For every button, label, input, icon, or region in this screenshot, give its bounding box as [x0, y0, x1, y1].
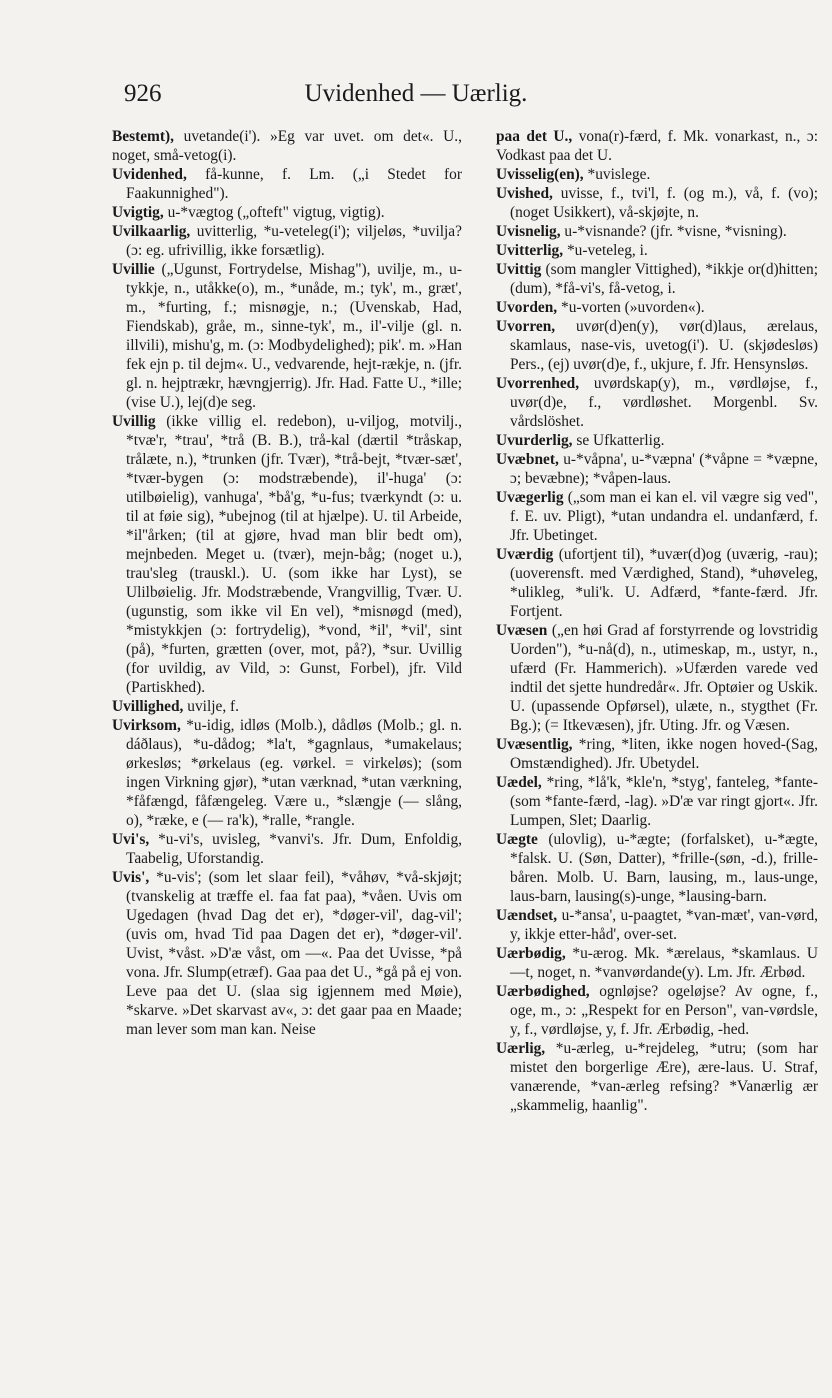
dictionary-entry [496, 241, 818, 260]
entry-headword: Uvorrenhed, [496, 375, 580, 392]
dictionary-entry [496, 735, 818, 773]
entry-headword: Uvished, [496, 185, 553, 202]
entry-headword: Uvigtig, [112, 204, 164, 221]
entry-headword: Uædel, [496, 774, 542, 791]
dictionary-entry [112, 697, 462, 716]
entry-definition: vona(r)-færd, f. Mk. vonarkast, n., ɔ: Vodkast paa det U. [496, 128, 818, 164]
entry-definition: *u-ærog. Mk. *ærelaus, *skamlaus. U—t, noget, n. *vanvørdande(y). Lm. Jfr. Ærbød. [510, 945, 818, 981]
running-head: Uvidenhed — Uærlig. [304, 80, 528, 107]
dictionary-entry [112, 165, 462, 203]
dictionary-entry [496, 298, 818, 317]
entry-definition: uvilje, f. [187, 698, 239, 715]
entry-definition: („Ugunst, Fortrydelse, Mishag"), uvilje, m., u-tykkje, n., utåkke(o), m., *unåde, m.; tyk', m., græt', m., *furting, f.; misnøgje, n.; (Uvenskab, Had, Fiendskab), gråe, m., sinne-tyk', m., il'-vilje (gl. n. illvili), mishu'g, m. (ɔ: Modbydelighed); pik'. m. »Han fek ejn p. til dejm«. U., vedvarende, hejt-rækje, n. (jfr. gl. n. hejptrækr, hævngjerrig). Jfr. Had. Fatte U., *ille; (vise U.), lej(d)e seg. [126, 261, 462, 411]
entry-headword: Uvitterlig, [496, 242, 564, 259]
entry-headword: paa det U., [496, 128, 573, 145]
entry-headword: Uærbødighed, [496, 983, 590, 1000]
page-number: 926 [124, 80, 162, 107]
entry-headword: Uærbødig, [496, 945, 566, 962]
entry-definition: u-*vægtog („ofteft" vigtug, vigtig). [167, 204, 385, 221]
entry-headword: Uvidenhed, [112, 166, 187, 183]
entry-headword: Uægte [496, 831, 538, 848]
dictionary-entry [496, 317, 818, 374]
entry-definition: *u-vorten (»uvorden«). [561, 299, 705, 316]
left-column [112, 127, 462, 1039]
entry-headword: Uvillie [112, 261, 155, 278]
dictionary-entry [112, 716, 462, 830]
entry-definition: *u-ærleg, u-*rejdeleg, *utru; (som har mistet den borgerlige Ære), ære-laus. U. Straf, vanærende, *van-ærleg refsing? *Vanærlig ær „skammelig, haanlig". [510, 1040, 818, 1114]
dictionary-entry [496, 944, 818, 982]
dictionary-entry [496, 773, 818, 830]
entry-definition: *u-vis'; (som let slaar feil), *våhøv, *vå-skjøjt; (tvanskelig at træffe el. faa fat paa), *våen. Uvis om Ugedagen (hvad Dag det er), *døger-vil', dag-vil'; (uvis om, hvad Tid paa Dagen det er), *døger-vil'. Uvist, *våst. »D'æ våst, om —«. Paa det Uvisse, *på vona. Jfr. Slump(etræf). Gaa paa det U., *gå på ej von. Leve paa det U. (slaa sig igjennem med Møie), *skarve. »Det skarvast av«, ɔ: det gaar paa en Maade; man lever som man kan. Neise [126, 869, 463, 1038]
right-column [496, 127, 818, 1115]
dictionary-entry [496, 545, 818, 621]
entry-definition: uvitterlig, *u-veteleg(i'); viljeløs, *uvilja? (ɔ: eg. ufrivillig, ikke forsætlig). [126, 223, 462, 259]
entry-definition: (som mangler Vittighed), *ikkje or(d)hitten; (dum), *få-vi's, få-vetog, i. [510, 261, 818, 297]
dictionary-entry [496, 222, 818, 241]
dictionary-entry [496, 374, 818, 431]
entry-definition: uvisse, f., tvi'l, f. (og m.), vå, f. (vo); (noget Usikkert), vå-skjøjte, n. [510, 185, 818, 221]
entry-headword: Uvæsentlig, [496, 736, 573, 753]
dictionary-entry [112, 127, 462, 165]
entry-headword: Uvittig [496, 261, 542, 278]
entry-definition: *ring, *liten, ikke nogen hoved-(Sag, Omstændighed). Jfr. Ubetydel. [510, 736, 818, 772]
entry-definition: (ikke villig el. redebon), u-viljog, motvilj., *tvæ'r, *trau', *trå (B. B.), trå-kal (dærtil *tråskap, trålæte, n.), *trunken (jfr. Tvær), *trå-bejt, *tvær-sæt', *tvær-bygen (ɔ: modstræbende), il'-huga' (ɔ: utilbøielig), vanhuga', *bå'g, *u-fus; tværkyndt (ɔ: u. til at føie sig), *ubejnog (til at hjælpe). U. til Arbeide, *il''årken; (til at gjøre, hvad man blir bedt om), mejnbeden. Meget u. (tvær), mejn-båg; (noget u.), trau'sleg (trauskl.). U. (som ikke har Lyst), se Ulilbøielig. Jfr. Modstræbende, Vrangvillig, Tvær. U. (ugunstig, som ikke vil En vel), *misnøgd (med), *mistykkjen (ɔ: fortrydelig), *vond, *il', *vil', sint (på), *furten, grætten (over, mot, på?), *sur. Uvillig (for uvildig, av Vild, ɔ: Gunst, Forbel), jfr. Vild (Partiskhed). [126, 413, 462, 696]
page-header [0, 78, 832, 118]
entry-headword: Uværdig [496, 546, 554, 563]
entry-definition: *u-idig, idløs (Molb.), dådløs (Molb.; gl. n. dáðlaus), *u-dådog; *la't, *gagnlaus, *umakelaus; ørkesløs; *ørkelaus (eg. vørkel. = virkeløs); (som ingen Virkning gjør), *utan værknad, *utan værkning, *fåfængd, fåfængeleg. Være u., *slængje (— slång, o), *ræke, e (— ra'k), *ralle, *rangle. [126, 717, 462, 829]
entry-headword: Uvis', [112, 869, 150, 886]
entry-definition: ognløjse? ogeløjse? Av ogne, f., oge, m., ɔ: „Respekt for en Person", van-vørdsle, y, f., vørdløjse, y, f. Jfr. Ærbødig, -hed. [510, 983, 818, 1038]
dictionary-entry [496, 906, 818, 944]
entry-definition: u-*visnande? (jfr. *visne, *visning). [564, 223, 787, 240]
entry-headword: Uvisnelig, [496, 223, 561, 240]
entry-definition: *u-vi's, uvisleg, *vanvi's. Jfr. Dum, Enfoldig, Taabelig, Uforstandig. [126, 831, 462, 867]
entry-definition: uvetande(i'). »Eg var uvet. om det«. U., noget, små-vetog(i). [112, 128, 462, 164]
entry-definition: *ring, *lå'k, *kle'n, *styg', fanteleg, *fante- (som *fante-færd, -lag). »D'æ var ringt gjort«. Jfr. Lumpen, Slet; Daarlig. [510, 774, 818, 829]
entry-headword: Uvillig [112, 413, 156, 430]
dictionary-entry [112, 868, 462, 1039]
dictionary-entry [112, 222, 462, 260]
dictionary-entry [112, 260, 462, 412]
entry-definition: se Ufkatterlig. [576, 432, 665, 449]
entry-headword: Uvurderlig, [496, 432, 573, 449]
entry-headword: Uvorren, [496, 318, 556, 335]
entry-headword: Uvi's, [112, 831, 150, 848]
entry-definition: *u-veteleg, i. [566, 242, 648, 259]
entry-definition: u-*ansa', u-paagtet, *van-mæt', van-vørd, y, ikkje etter-håd', over-set. [510, 907, 818, 943]
entry-definition: (ufortjent til), *uvær(d)og (uværig, -rau); (uoverensft. med Værdighed, Stand), *uhøveleg, *ulikleg, *uli'k. U. Adfærd, *fante-færd. Jfr. Fortjent. [510, 546, 818, 620]
entry-definition: uvørdskap(y), m., vørdløjse, f., uvør(d)e, f., vørdløshet. Morgenbl. Sv. vårdslöshet. [510, 375, 818, 430]
dictionary-entry [496, 621, 818, 735]
dictionary-entry [496, 184, 818, 222]
entry-headword: Uvæsen [496, 622, 548, 639]
entry-headword: Uærlig, [496, 1040, 546, 1057]
dictionary-entry [496, 165, 818, 184]
dictionary-entry [496, 830, 818, 906]
entry-definition: („som man ei kan el. vil vægre sig ved", f. E. uv. Pligt), *utan undandra el. undanfærd, f. Jfr. Ubetinget. [510, 489, 818, 544]
entry-definition: („en høi Grad af forstyrrende og lovstridig Uorden"), *u-nå(d), n., utimeskap, m., ustyr, n., ufærd (Fr. Hammerich). »Ufærden varede ved indtil det sjette hundredår«. Jfr. Optøier og Uskik. U. (upassende Opførsel), ulæte, n., stygthet (Fr. Bg.); (= Itkevæsen), jfr. Uting. Jfr. og Væsen. [510, 622, 818, 734]
entry-headword: Uvorden, [496, 299, 558, 316]
entry-headword: Uvægerlig [496, 489, 564, 506]
dictionary-entry [112, 830, 462, 868]
entry-definition: uvør(d)en(y), vør(d)laus, ærelaus, skamlaus, nase-vis, uvetog(i'). U. (skjødesløs) Pers., (ej) uvør(d)e, f., ukjure, f. Jfr. Hensynsløs. [510, 318, 818, 373]
dictionary-entry [496, 431, 818, 450]
entry-headword: Uændset, [496, 907, 558, 924]
entry-definition: få-kunne, f. Lm. („i Stedet for Faakunnighed"). [126, 166, 462, 202]
entry-headword: Uvisselig(en), [496, 166, 584, 183]
dictionary-entry [496, 127, 818, 165]
entry-headword: Uvilkaarlig, [112, 223, 191, 240]
dictionary-entry [112, 203, 462, 222]
entry-headword: Uvirksom, [112, 717, 181, 734]
entry-definition: *uvislege. [587, 166, 651, 183]
dictionary-entry [496, 260, 818, 298]
dictionary-entry [112, 412, 462, 697]
dictionary-entry [496, 450, 818, 488]
dictionary-entry [496, 488, 818, 545]
dictionary-entry [496, 1039, 818, 1115]
entry-definition: (ulovlig), u-*ægte; (forfalsket), u-*ægte, *falsk. U. (Søn, Datter), *frille-(søn, -d.), frille-båren. Molb. U. Barn, lausing, m., laus-unge, laus-barn, lausing(s)-unge, *lausing-barn. [510, 831, 818, 905]
entry-headword: Uvillighed, [112, 698, 184, 715]
entry-definition: u-*våpna', u-*væpna' (*våpne = *væpne, ɔ; bevæbne); *våpen-laus. [510, 451, 818, 487]
entry-headword: Bestemt), [112, 128, 174, 145]
dictionary-entry [496, 982, 818, 1039]
entry-headword: Uvæbnet, [496, 451, 559, 468]
